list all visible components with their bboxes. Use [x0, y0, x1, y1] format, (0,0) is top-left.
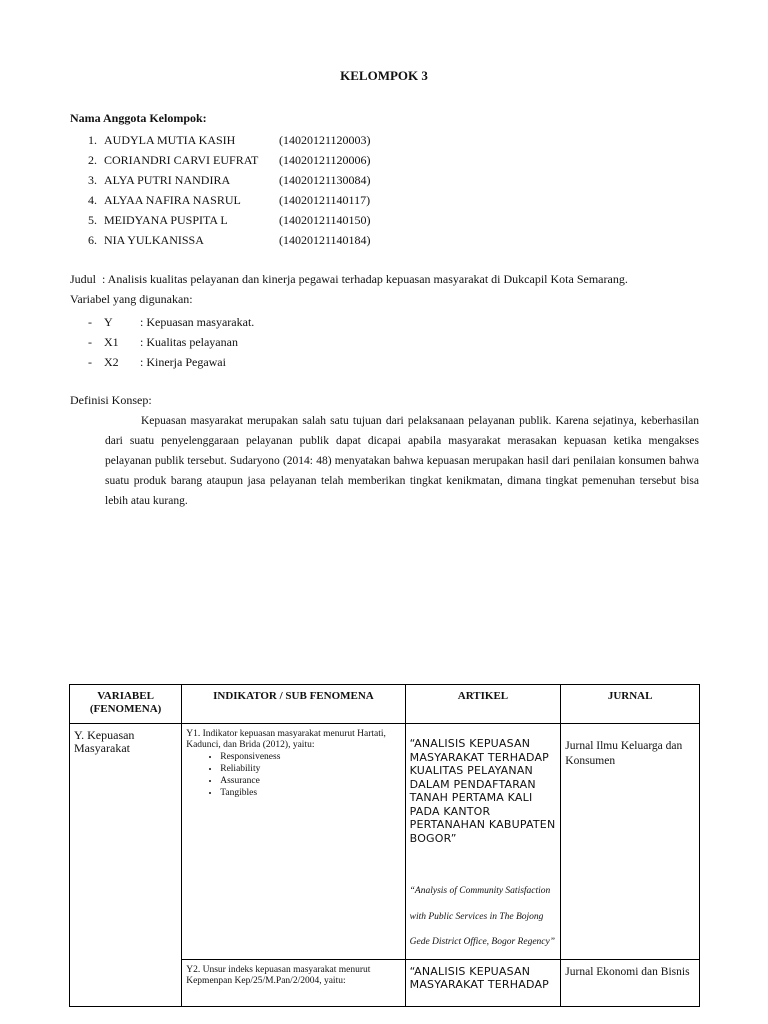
member-nim: (14020121120003) [279, 133, 371, 147]
list-item [88, 230, 371, 250]
member-nim: (14020121140117) [279, 193, 371, 207]
indikator-cell [182, 724, 405, 960]
member-nim: (14020121130084) [279, 173, 371, 187]
member-name: ALYAA NAFIRA NASRUL [104, 193, 241, 207]
members-heading: Nama Anggota Kelompok: [70, 111, 207, 125]
member-name: NIA YULKANISSA [104, 233, 204, 247]
member-name: MEIDYANA PUSPITA L [104, 213, 228, 227]
indikator-list [186, 751, 400, 799]
member-number: 6. [88, 233, 97, 247]
variable-dash: - [88, 335, 92, 349]
member-number: 4. [88, 193, 97, 207]
list-item: • Tangibles [220, 787, 400, 799]
list-item: • Assurance [220, 775, 400, 787]
member-name: AUDYLA MUTIA KASIH [104, 133, 236, 147]
header-artikel: ARTIKEL [405, 685, 561, 724]
definition-paragraph: Kepuasan masyarakat merupakan salah satu tujuan dari pelaksanaan pelayanan publik. Karena sejatinya, keberhasilan dari suatu penyelenggaraan pelayanan publik dapat dicapai apabila masyarakat merasakan kepuasan ketika mengakses pelayanan publik tersebut. Sudaryono (2014: 48) menyatakan bahwa kepuasan merupakan hasil dari penilaian konsumen bahwa suatu produk barang ataupun jasa pelayanan telah memberikan tingkat kenikmatan, dimana tingkat pemenuhan tersebut bisa lebih atau kurang. [105, 415, 699, 507]
journal-name: Jurnal Ekonomi dan Bisnis [565, 965, 690, 978]
table-row [70, 724, 700, 960]
header-indikator: INDIKATOR / SUB FENOMENA [182, 685, 405, 724]
artikel-cell [405, 724, 561, 960]
journal-name: Jurnal Ilmu Keluarga dan Konsumen [565, 740, 683, 767]
jurnal-cell [561, 959, 700, 1006]
fenomena-cell [70, 724, 182, 1007]
definition-heading: Definisi Konsep: [70, 393, 152, 407]
variable-desc: : Kepuasan masyarakat. [140, 315, 255, 329]
member-nim: (14020121140184) [279, 233, 371, 247]
variables-list [88, 312, 254, 372]
article-title: “ANALISIS KEPUASAN MASYARAKAT TERHADAP [409, 964, 550, 991]
judul-line [70, 272, 628, 287]
member-number: 5. [88, 213, 97, 227]
variable-symbol: Y [104, 315, 113, 329]
list-item [88, 332, 254, 352]
jurnal-cell [561, 724, 700, 960]
fenomena-table [69, 684, 700, 1007]
variables-heading: Variabel yang digunakan: [70, 292, 193, 306]
variable-desc: : Kualitas pelayanan [140, 335, 238, 349]
judul-label: Judul [70, 272, 97, 286]
list-item [88, 190, 371, 210]
list-item [88, 170, 371, 190]
list-item [88, 312, 254, 332]
member-number: 2. [88, 153, 97, 167]
judul-text: : Analisis kualitas pelayanan dan kinerja pegawai terhadap kepuasan masyarakat di Dukcapil Kota Semarang. [102, 272, 628, 286]
variable-symbol: X2 [104, 355, 119, 369]
list-item [88, 130, 371, 150]
variable-symbol: X1 [104, 335, 119, 349]
variable-desc: : Kinerja Pegawai [140, 355, 226, 369]
indikator-text: Y2. Unsur indeks kepuasan masyarakat menurut Kepmenpan Kep/25/M.Pan/2/2004, yaitu: [186, 964, 371, 986]
header-jurnal: JURNAL [561, 685, 700, 724]
list-item: • Reliability [220, 763, 400, 775]
member-number: 3. [88, 173, 97, 187]
list-item: • Responsiveness [220, 751, 400, 763]
list-item [88, 150, 371, 170]
variable-dash: - [88, 315, 92, 329]
member-nim: (14020121140150) [279, 213, 371, 227]
member-nim: (14020121120006) [279, 153, 371, 167]
fenomena-label: Y. Kepuasan Masyarakat [74, 728, 135, 755]
table-header-row [70, 685, 700, 724]
list-item [88, 210, 371, 230]
list-item [88, 352, 254, 372]
document-title: KELOMPOK 3 [340, 68, 428, 83]
member-number: 1. [88, 133, 97, 147]
header-variabel: VARIABEL (FENOMENA) [70, 685, 182, 724]
artikel-cell [405, 959, 561, 1006]
variable-dash: - [88, 355, 92, 369]
member-name: CORIANDRI CARVI EUFRAT [104, 153, 259, 167]
member-name: ALYA PUTRI NANDIRA [104, 173, 231, 187]
members-list [88, 130, 371, 250]
indikator-cell [182, 959, 405, 1006]
article-english-title: “Analysis of Community Satisfaction with Public Services in The Bojong Gede District Office, Bogor Regency” [409, 886, 556, 947]
indikator-text: Y1. Indikator kepuasan masyarakat menurut Hartati, Kadunci, dan Brida (2012), yaitu: [186, 729, 386, 750]
article-title: “ANALISIS KEPUASAN MASYARAKAT TERHADAP KUALITAS PELAYANAN DALAM PENDAFTARAN TANAH PERTAMA KALI PADA KANTOR PERTANAHAN KABUPATEN BOGOR” [409, 737, 556, 845]
